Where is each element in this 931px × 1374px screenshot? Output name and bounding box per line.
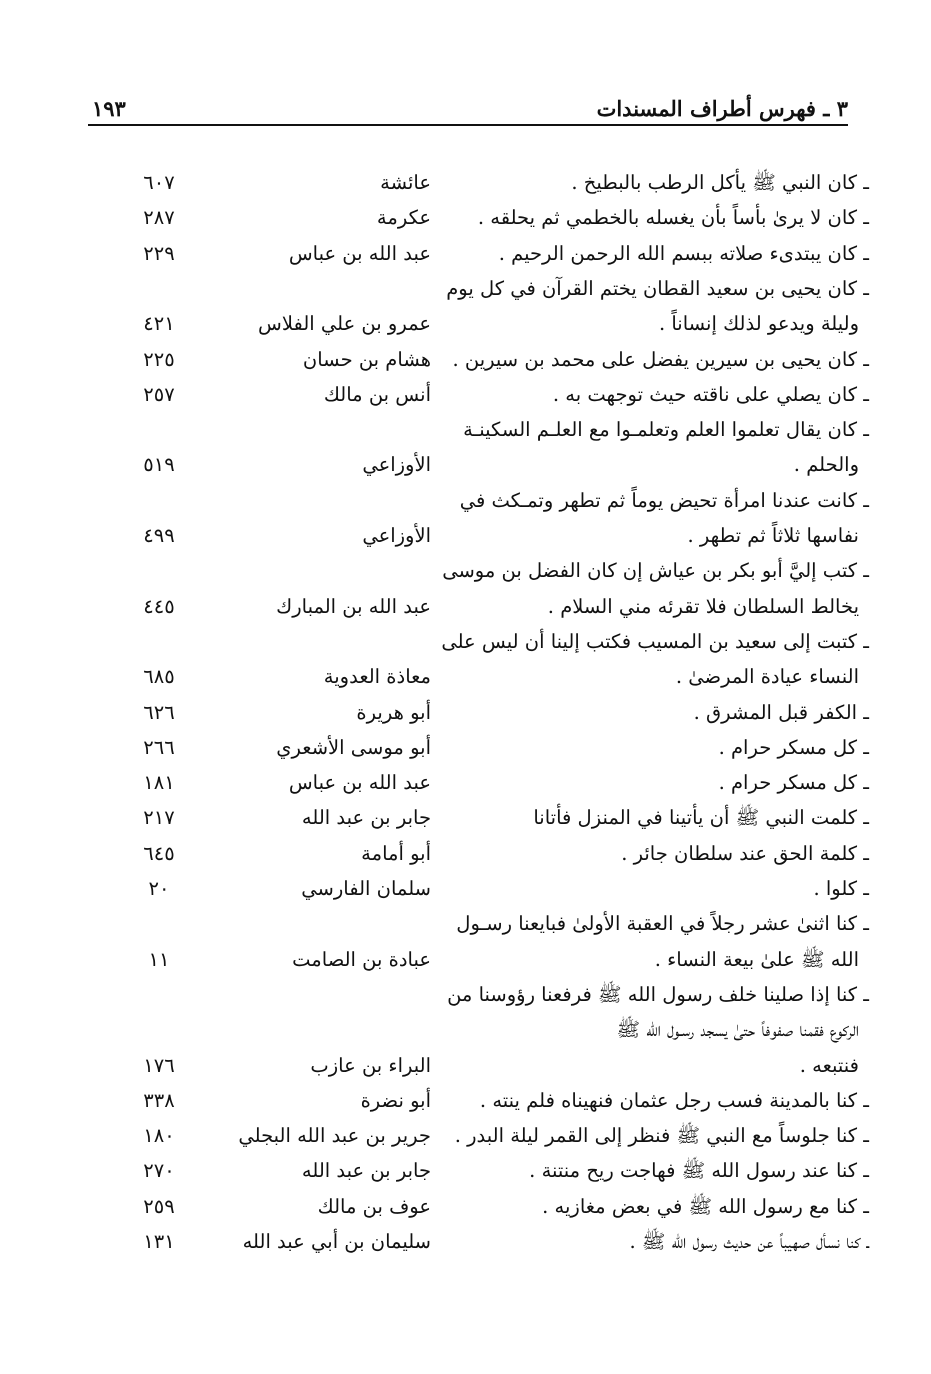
entry-text-continuation: نفاسها ثلاثاً ثم تطهر . bbox=[687, 524, 859, 547]
entry-text-continuation: الركوع فقمنا صفوفاً حتىٰ يسجد رسـول الله ﷺ bbox=[616, 1018, 859, 1042]
entry-text: ـ كنا عند رسول الله ﷺ فهاجت ريح منتنة . bbox=[529, 1159, 869, 1183]
entry-narrator: هشام بن حسان bbox=[302, 347, 431, 371]
entry-text: ـ كتب إليَّ أبو بكر بن عياش إن كان الفضل بن موسى bbox=[442, 559, 869, 583]
entry-text: ـ كان النبي ﷺ يأكل الرطب بالبطيخ . bbox=[571, 171, 869, 194]
entry-text: ـ كلوا . bbox=[813, 877, 869, 900]
entry-narrator: أبو أمامة bbox=[361, 841, 431, 865]
entry-narrator: سليمان بن أبي عبد الله bbox=[242, 1230, 431, 1253]
entry-narrator: أبو نضرة bbox=[360, 1088, 431, 1112]
entry-narrator: عبادة بن الصامت bbox=[292, 947, 431, 971]
page-number: ١٩٣ bbox=[92, 96, 126, 121]
entry-number: ٢٦٦ bbox=[143, 735, 175, 759]
entry-text-continuation: فنتبعه . bbox=[799, 1053, 859, 1077]
entry-text: ـ كان يصلي على ناقته حيث توجهت به . bbox=[552, 382, 869, 406]
entry-narrator: أبو هريرة bbox=[356, 700, 431, 724]
entry-text: ـ كان يقال تعلموا العلم وتعلمـوا مع العلـم السكينـة bbox=[463, 418, 869, 442]
entry-narrator: الأوزاعي bbox=[362, 524, 431, 547]
entry-text-continuation: والحلم . bbox=[793, 453, 859, 477]
entry-text: ـ كنا اثنىٰ عشر رجلاً في العقبة الأولىٰ فبايعنا رسـول bbox=[456, 912, 869, 936]
entry-text-continuation: يخالط السلطان فلا تقرئه مني السلام . bbox=[547, 594, 859, 618]
section-title: ٣ ـ فهرس أطراف المسندات bbox=[596, 96, 848, 121]
entry-text: ـ كتبت إلى سعيد بن المسيب فكتب إلينا أن ليس على bbox=[441, 629, 869, 653]
entry-number: ٢٢٥ bbox=[143, 347, 175, 371]
entry-text: ـ كانت عندنا امرأة تحيض يوماً ثم تطهر وتمـكث في bbox=[459, 488, 869, 512]
entry-text: ـ كان يحيى بن سيرين يفضل على محمد بن سيرين . bbox=[452, 347, 869, 371]
entry-narrator: جابر بن عبد الله bbox=[301, 806, 431, 830]
entry-text: ـ كنا نسأل صهيباً عن حديث رسول الله ﷺ . bbox=[629, 1230, 869, 1253]
entry-narrator: عبد الله بن المبارك bbox=[276, 594, 431, 618]
entry-number: ٦٢٦ bbox=[143, 700, 175, 724]
entry-text: ـ كل مسكر حرام . bbox=[718, 771, 869, 795]
entry-text: ـ كنا جلوساً مع النبي ﷺ فنظر إلى القمر ليلة البدر . bbox=[454, 1124, 869, 1148]
entry-text: ـ كان يحيى بن سعيد القطان يختم القرآن في كل يوم bbox=[446, 276, 869, 300]
entry-narrator: عوف بن مالك bbox=[317, 1194, 431, 1218]
entry-narrator: جابر بن عبد الله bbox=[301, 1159, 431, 1183]
entry-narrator: عبد الله بن عباس bbox=[288, 771, 431, 795]
entry-number: ٢٥٩ bbox=[143, 1194, 175, 1218]
entry-number: ٥١٩ bbox=[143, 453, 175, 477]
entry-number: ١١ bbox=[148, 947, 170, 971]
entry-number: ٦٨٥ bbox=[143, 665, 175, 689]
entry-narrator: عكرمة bbox=[376, 206, 431, 230]
entry-number: ٦٤٥ bbox=[143, 841, 175, 865]
entry-number: ٢٠ bbox=[148, 877, 170, 900]
entry-number: ١٣١ bbox=[143, 1230, 175, 1253]
entry-number: ١٨٠ bbox=[143, 1124, 175, 1148]
entry-number: ٦٠٧ bbox=[143, 171, 175, 194]
entry-text: ـ كنا إذا صلينا خلف رسول الله ﷺ فرفعنا رؤوسنا من bbox=[447, 982, 869, 1006]
entry-text: ـ كان يبتدىء صلاته ببسم الله الرحمن الرحيم . bbox=[498, 241, 869, 265]
entry-number: ٣٣٨ bbox=[143, 1088, 175, 1112]
entry-text: ـ كنا مع رسول الله ﷺ في بعض مغازيه . bbox=[542, 1194, 869, 1218]
entry-text: ـ الكفر قبل المشرق . bbox=[693, 700, 869, 724]
entry-narrator: عائشة bbox=[380, 171, 431, 194]
entry-number: ٤٢١ bbox=[143, 312, 175, 336]
entry-text: ـ كل مسكر حرام . bbox=[718, 735, 869, 759]
entry-narrator: الأوزاعي bbox=[362, 453, 431, 477]
entry-number: ٢١٧ bbox=[143, 806, 175, 830]
entry-narrator: أبو موسى الأشعري bbox=[276, 735, 431, 759]
entry-narrator: جرير بن عبد الله البجلي bbox=[238, 1124, 431, 1148]
entry-number: ٤٩٩ bbox=[143, 524, 175, 547]
entry-text: ـ كلمت النبي ﷺ أن يأتينا في المنزل فأتانا bbox=[533, 806, 869, 830]
entry-narrator: معاذة العدوية bbox=[323, 665, 431, 689]
entry-text: ـ كنا بالمدينة فسب رجل عثمان فنهيناه فلم ينته . bbox=[479, 1088, 869, 1112]
entry-number: ٢٢٩ bbox=[143, 241, 175, 265]
entry-text: ـ كان لا يرىٰ بأساً بأن يغسله بالخطمي ثم يحلقه . bbox=[477, 206, 869, 230]
entry-number: ١٧٦ bbox=[143, 1053, 175, 1077]
entry-text-continuation: الله ﷺ علىٰ بيعة النساء . bbox=[654, 947, 859, 971]
entry-number: ٢٧٠ bbox=[143, 1159, 175, 1183]
entry-number: ٤٤٥ bbox=[143, 594, 175, 618]
entry-text-continuation: وليلة ويدعو لذلك إنساناً . bbox=[658, 312, 859, 336]
entry-number: ٢٥٧ bbox=[143, 382, 175, 406]
entry-number: ٢٨٧ bbox=[143, 206, 175, 230]
entry-narrator: عبد الله بن عباس bbox=[288, 241, 431, 265]
entry-number: ١٨١ bbox=[143, 771, 175, 795]
entry-narrator: أنس بن مالك bbox=[323, 382, 431, 406]
entry-narrator: سلمان الفارسي bbox=[301, 877, 431, 900]
entry-narrator: البراء بن عازب bbox=[310, 1053, 431, 1077]
entry-narrator: عمرو بن علي الفلاس bbox=[258, 312, 431, 336]
entry-text-continuation: النساء عيادة المرضىٰ . bbox=[675, 665, 859, 689]
entry-text: ـ كلمة الحق عند سلطان جائر . bbox=[621, 841, 869, 865]
